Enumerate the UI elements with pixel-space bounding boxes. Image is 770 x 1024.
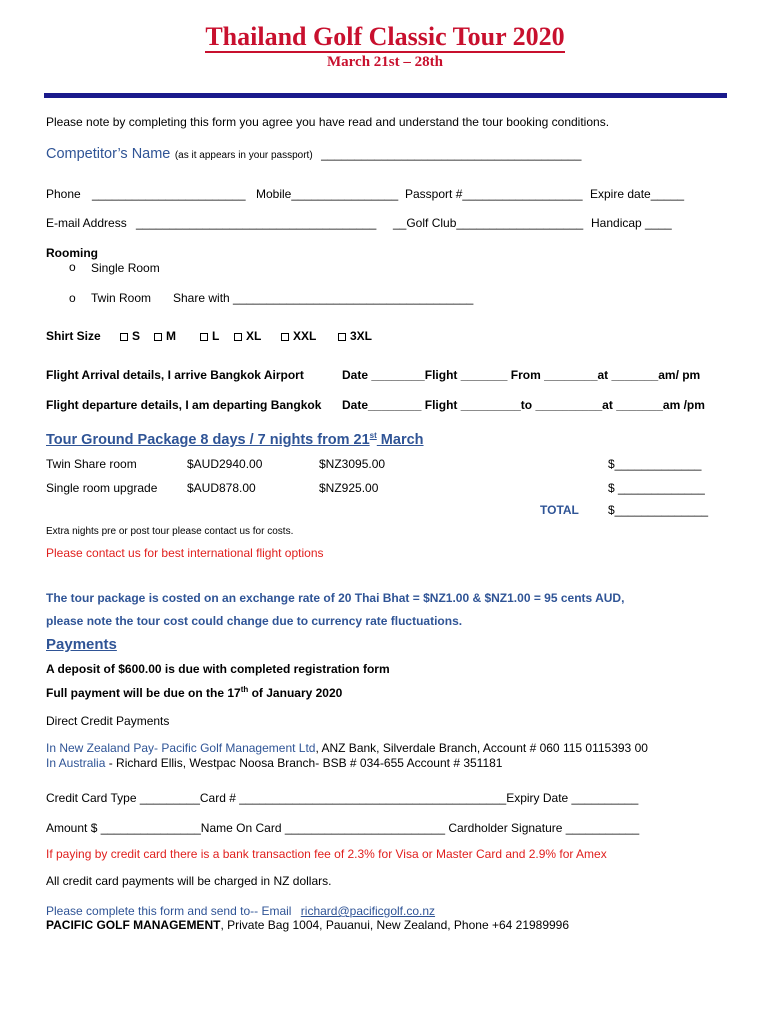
header-divider [44, 93, 727, 98]
flight-departure-fields[interactable]: Date________ Flight _________to __________at _______am /pm [342, 398, 705, 412]
competitor-name-field[interactable]: _______________________________________ [321, 147, 582, 161]
total-amount-field[interactable]: $______________ [608, 503, 709, 517]
shirt-size-m[interactable]: M [154, 329, 176, 343]
credit-card-fields[interactable]: Credit Card Type _________Card # ________________________________________Expiry Date __________ [46, 791, 639, 805]
single-upgrade-label: Single room upgrade [46, 481, 158, 495]
single-upgrade-aud: $AUD878.00 [187, 481, 256, 495]
tour-dates: March 21st – 28th [327, 54, 443, 70]
twin-share-label: Twin Share room [46, 457, 137, 471]
au-bank-details: In Australia - Richard Ellis, Westpac Noosa Branch- BSB # 034-655 Account # 351181 [46, 756, 503, 770]
single-upgrade-amount-field[interactable]: $ _____________ [608, 481, 705, 495]
single-room-bullet: o [69, 260, 76, 274]
phone-label: Phone [46, 187, 81, 201]
total-label: TOTAL [540, 503, 579, 517]
shirt-size-label: Shirt Size [46, 329, 101, 343]
share-with-field[interactable]: Share with ____________________________________ [173, 291, 474, 305]
checkbox-icon [200, 333, 208, 341]
nz-dollars-note: All credit card payments will be charged in NZ dollars. [46, 874, 332, 888]
direct-credit-heading: Direct Credit Payments [46, 714, 170, 728]
package-heading: Tour Ground Package 8 days / 7 nights from 21st March [46, 431, 424, 448]
twin-room-bullet: o [69, 291, 76, 305]
nz-bank-details: In New Zealand Pay- Pacific Golf Management Ltd, ANZ Bank, Silverdale Branch, Account # 060 115 0115393 00 [46, 741, 648, 755]
passport-field[interactable]: Passport #__________________ [405, 187, 583, 201]
twin-share-aud: $AUD2940.00 [187, 457, 263, 471]
twin-share-amount-field[interactable]: $_____________ [608, 457, 702, 471]
amount-name-signature-fields[interactable]: Amount $ _______________Name On Card ________________________ Cardholder Signature ___________ [46, 821, 640, 835]
checkbox-icon [120, 333, 128, 341]
shirt-size-3xl[interactable]: 3XL [338, 329, 372, 343]
handicap-field[interactable]: Handicap ____ [591, 216, 672, 230]
phone-field[interactable]: _______________________ [92, 187, 246, 201]
contact-email-link[interactable]: richard@pacificgolf.co.nz [300, 904, 436, 918]
golf-club-field[interactable]: __Golf Club___________________ [393, 216, 584, 230]
page-title: Thailand Golf Classic Tour 2020 [205, 22, 565, 51]
currency-fluctuation-note: please note the tour cost could change due to currency rate fluctuations. [46, 614, 463, 628]
single-upgrade-nzd: $NZ925.00 [319, 481, 379, 495]
card-fee-note: If paying by credit card there is a bank transaction fee of 2.3% for Visa or Master Card and 2.9% for Amex [46, 847, 607, 861]
email-field[interactable]: ____________________________________ [136, 216, 377, 230]
extra-nights-note: Extra nights pre or post tour please contact us for costs. [46, 526, 294, 537]
deposit-note: A deposit of $600.00 is due with completed registration form [46, 662, 390, 676]
shirt-size-xxl[interactable]: XXL [281, 329, 316, 343]
twin-share-nzd: $NZ3095.00 [319, 457, 386, 471]
email-label: E-mail Address [46, 216, 127, 230]
full-payment-note: Full payment will be due on the 17th of January 2020 [46, 685, 343, 700]
intro-note: Please note by completing this form you agree you have read and understand the tour booking conditions. [46, 115, 610, 129]
checkbox-icon [234, 333, 242, 341]
checkbox-icon [338, 333, 346, 341]
competitor-name-label: Competitor’s Name [46, 146, 171, 162]
payments-heading: Payments [46, 636, 117, 653]
flight-departure-label: Flight departure details, I am departing Bangkok [46, 398, 322, 412]
checkbox-icon [281, 333, 289, 341]
checkbox-icon [154, 333, 162, 341]
flight-arrival-label: Flight Arrival details, I arrive Bangkok Airport [46, 368, 304, 382]
send-instructions: Please complete this form and send to-- Email richard@pacificgolf.co.nz [46, 904, 436, 918]
shirt-size-l[interactable]: L [200, 329, 219, 343]
competitor-name-row [46, 145, 581, 163]
flight-options-note: Please contact us for best international flight options [46, 546, 324, 560]
exchange-rate-note: The tour package is costed on an exchange rate of 20 Thai Bhat = $NZ1.00 & $NZ1.00 = 95 cents AUD, [46, 591, 625, 605]
shirt-size-s[interactable]: S [120, 329, 140, 343]
single-room-option[interactable]: Single Room [91, 261, 160, 275]
company-address: PACIFIC GOLF MANAGEMENT, Private Bag 1004, Pauanui, New Zealand, Phone +64 21989996 [46, 918, 570, 932]
shirt-size-xl[interactable]: XL [234, 329, 261, 343]
mobile-field[interactable]: Mobile________________ [256, 187, 399, 201]
twin-room-option[interactable]: Twin Room [91, 291, 152, 305]
flight-arrival-fields[interactable]: Date ________Flight _______ From ________at _______am/ pm [342, 368, 701, 382]
rooming-label: Rooming [46, 246, 98, 260]
competitor-name-hint: (as it appears in your passport) [174, 150, 313, 161]
expire-date-field[interactable]: Expire date_____ [590, 187, 685, 201]
